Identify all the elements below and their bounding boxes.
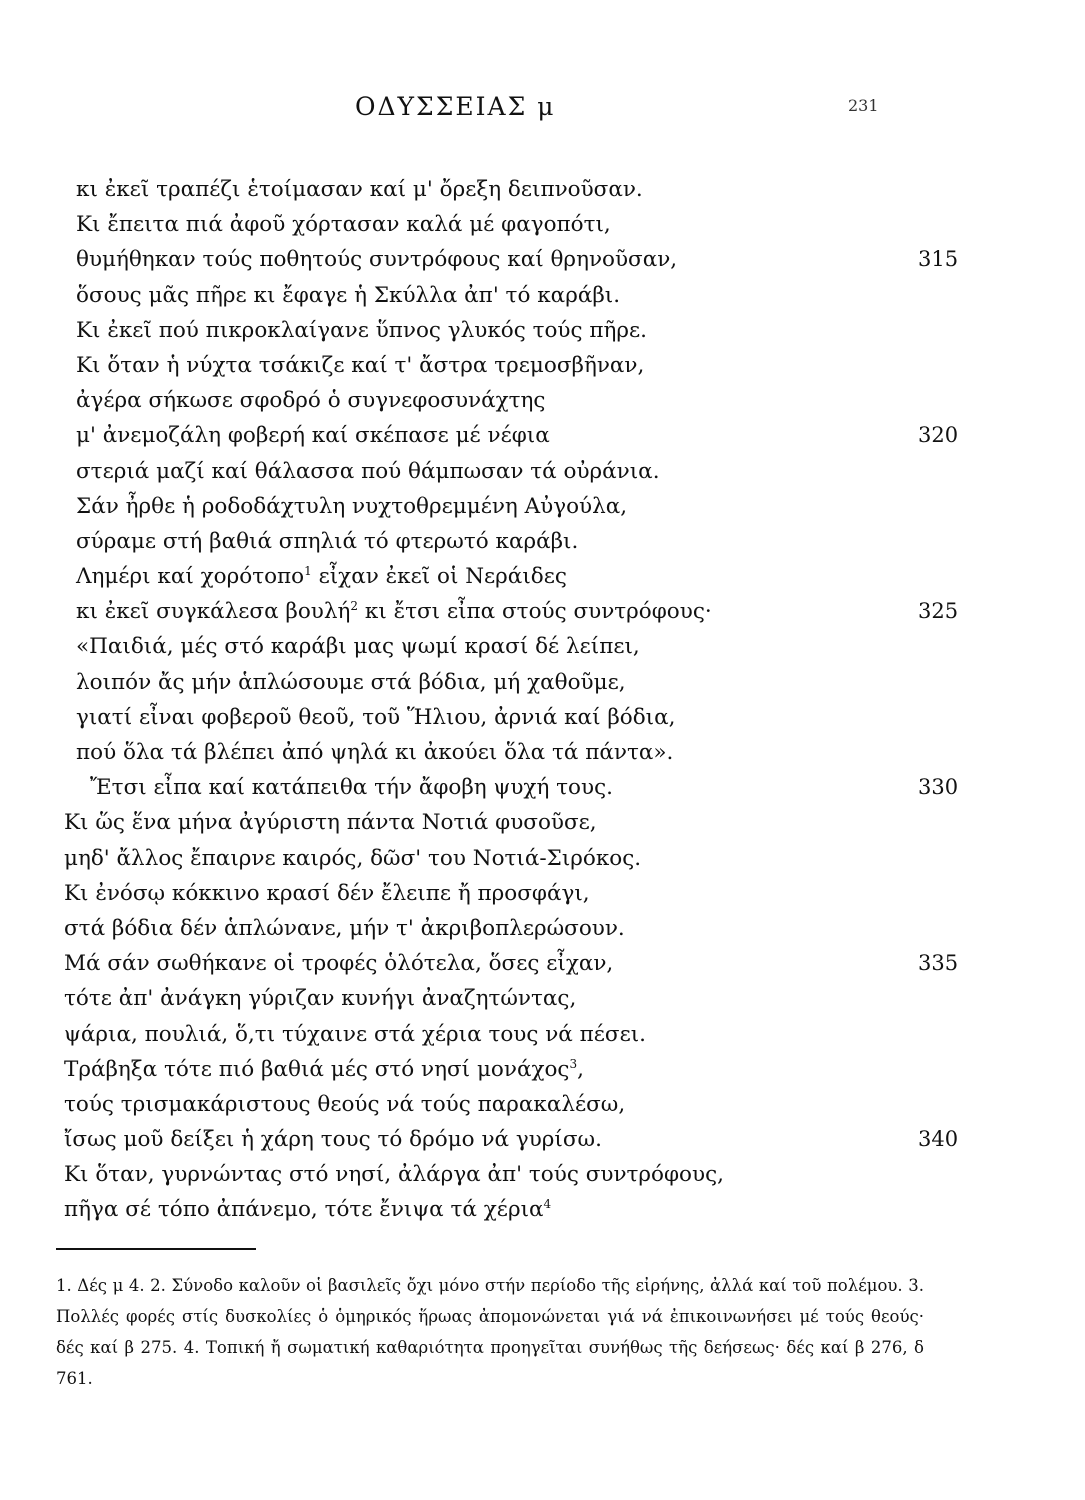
verse-line: στεριά μαζί καί θάλασσα πού θάμπωσαν τά οὐράνια. [76,458,660,484]
verse-line: ἀγέρα σήκωσε σφοδρό ὁ συγνεφοσυνάχτης [76,388,546,414]
verse-block [64,172,959,1228]
verse-line: λοιπόν ἄς μήν ἁπλώσουμε στά βόδια, μή χαθοῦμε, [76,669,626,695]
line-number: 320 [918,423,959,448]
line-number: 335 [918,951,959,976]
verse-line: τότε ἀπ' ἀνάγκη γύριζαν κυνήγι ἀναζητώντας, [64,986,577,1012]
footnote-mark: 2 [350,599,359,614]
verse-line: κι ἐκεῖ τραπέζι ἑτοίμασαν καί μ' ὄρεξη δειπνοῦσαν. [76,177,643,202]
verse-line: ὅσους μᾶς πῆρε κι ἔφαγε ἡ Σκύλλα ἀπ' τό καράβι. [76,282,621,308]
verse-line: μ' ἀνεμοζάλη φοβερή καί σκέπασε μέ νέφια 320 [76,418,836,453]
verse-line: γιατί εἶναι φοβεροῦ θεοῦ, τοῦ Ἥλιου, ἀρνιά καί βόδια, [76,704,676,730]
verse-line: τούς τρισμακάριστους θεούς νά τούς παρακαλέσω, [64,1091,626,1117]
verse-line: Ἔτσι εἶπα καί κατάπειθα τήν ἄφοβη ψυχή τους. 330 [76,770,836,805]
verse-line: Κι ἐκεῖ πού πικροκλαίγανε ὕπνος γλυκός τούς πῆρε. [76,317,647,343]
footnote-mark: 4 [543,1197,552,1212]
footnote-divider [56,1248,256,1250]
verse-line: ψάρια, πουλιά, ὅ,τι τύχαινε στά χέρια τους νά πέσει. [64,1021,647,1047]
page-number: 231 [848,96,879,115]
footnote-mark: 3 [569,1056,578,1071]
verse-line: κι ἐκεῖ συγκάλεσα βουλή$^2$ κι ἔτσι εἶπα στούς συντρόφους· 325 [76,594,836,629]
verse-line: Λημέρι καί χορότοπο$^1$ εἶχαν ἐκεῖ οἱ Νεράιδες [76,563,567,590]
verse-line: θυμήθηκαν τούς ποθητούς συντρόφους καί θρηνοῦσαν, 315 [76,242,836,277]
verse-line: Τράβηξα τότε πιό βαθιά μές στό νησί μονάχος$^3$, [64,1056,584,1082]
footnotes: 1. Δές μ 4. 2. Σύνοδο καλοῦν οἱ βασιλεῖς ὄχι μόνο στήν περίοδο τῆς εἰρήνης, ἀλλά καί τοῦ πολέμου. 3. Πολλές φορές στίς δυσκολίες ὁ ὁμηρικός ἥρωας ἀπομονώνεται γιά νά ἐπικοινωνήσει μέ τούς θεούς· δές καί β 275. 4. Τοπική ἤ σωματική καθαριότητα προηγεῖται συνήθως τῆς δεήσεως· δές καί β 276, δ 761. [56,1276,924,1388]
verse-line: πῆγα σέ τόπο ἀπάνεμο, τότε ἔνιψα τά χέρια$^4$ [64,1197,552,1223]
verse-line: πού ὅλα τά βλέπει ἀπό ψηλά κι ἀκούει ὅλα τά πάντα». [76,740,674,765]
verse-line: στά βόδια δέν ἁπλώνανε, μήν τ' ἀκριβοπλερώσουν. [64,915,625,941]
page-title: ΟΔΥΣΣΕΙΑΣ μ [355,92,556,121]
verse-line: Κι ὅταν, γυρνώντας στό νησί, ἀλάργα ἀπ' τούς συντρόφους, [64,1162,724,1188]
verse-line: Κι ὅταν ἡ νύχτα τσάκιζε καί τ' ἄστρα τρεμοσβῆναν, [76,352,645,378]
verse-line: Μά σάν σωθήκανε οἱ τροφές ὁλότελα, ὅσες εἶχαν, 335 [64,946,824,981]
verse-line: μηδ' ἄλλος ἔπαιρνε καιρός, δῶσ' του Νοτιά-Σιρόκος. [64,845,642,871]
line-number: 340 [918,1127,959,1152]
line-number: 330 [918,775,959,800]
footnote-mark: 1 [304,563,312,578]
verse-line: Σάν ἦρθε ἡ ροδοδάχτυλη νυχτοθρεμμένη Αὐγούλα, [76,493,628,519]
verse-line: Κι ὥς ἕνα μήνα ἀγύριστη πάντα Νοτιά φυσοῦσε, [64,810,597,836]
verse-line: Κι ἐνόσῳ κόκκινο κρασί δέν ἔλειπε ἤ προσφάγι, [64,880,590,906]
verse-line: ἴσως μοῦ δείξει ἡ χάρη τους τό δρόμο νά γυρίσω. 340 [64,1122,824,1157]
verse-line: Κι ἔπειτα πιά ἀφοῦ χόρτασαν καλά μέ φαγοπότι, [76,212,611,238]
verse-line: «Παιδιά, μές στό καράβι μας ψωμί κρασί δέ λείπει, [76,634,640,660]
verse-line: σύραμε στή βαθιά σπηλιά τό φτερωτό καράβι. [76,528,579,554]
line-number: 315 [918,247,959,272]
line-number: 325 [918,599,959,624]
